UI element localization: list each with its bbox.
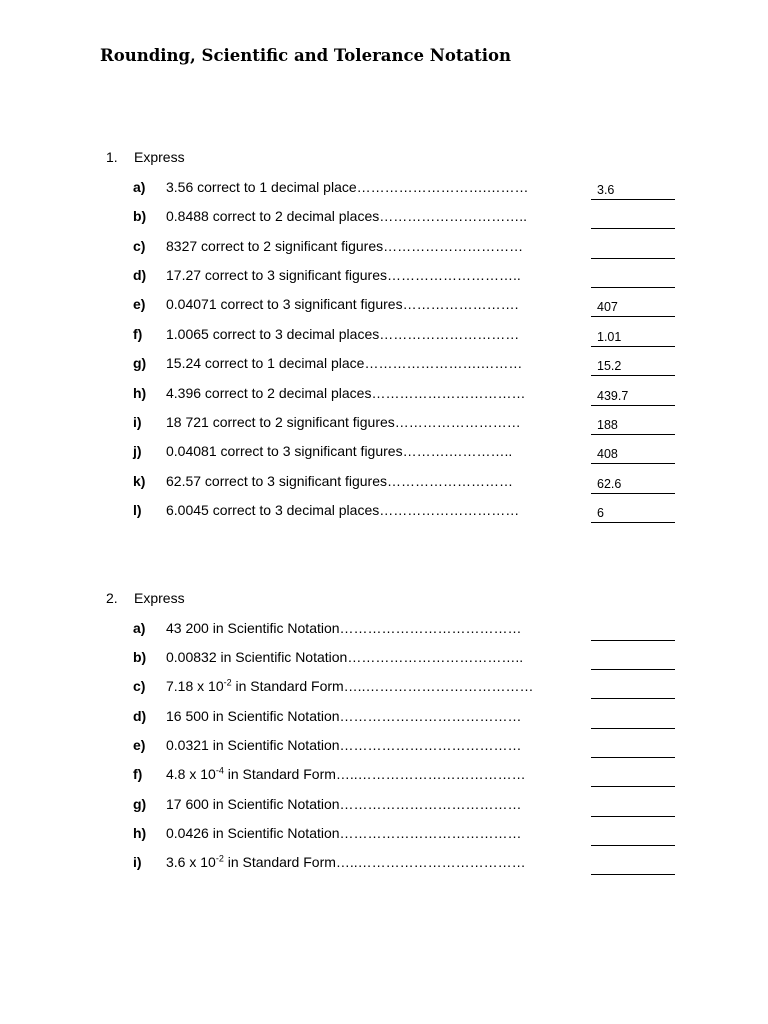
question-exponent: -2 (223, 677, 232, 688)
section-number: 2. (106, 590, 118, 606)
answer-field[interactable] (591, 238, 675, 259)
question-row (133, 825, 675, 847)
section-1-heading (106, 149, 185, 165)
question-row (133, 414, 675, 436)
answer-field[interactable] (591, 414, 675, 435)
question-row (133, 649, 675, 671)
question-rest: in Standard Form…..……………………………… (223, 854, 526, 870)
question-text (166, 766, 526, 782)
answer-value: 408 (597, 447, 618, 461)
question-row (133, 385, 675, 407)
question-text: 16 500 in Scientific Notation………………………………… (166, 708, 522, 724)
answer-value: 188 (597, 418, 618, 432)
answer-field[interactable] (591, 678, 675, 699)
question-letter: i) (133, 854, 142, 870)
answer-field[interactable] (591, 766, 675, 787)
answer-field[interactable] (591, 355, 675, 376)
answer-field[interactable] (591, 443, 675, 464)
question-text: 17.27 correct to 3 significant figures……………………….. (166, 267, 521, 283)
question-text: 6.0045 correct to 3 decimal places………………………… (166, 502, 520, 518)
question-letter: l) (133, 502, 142, 518)
answer-field[interactable] (591, 179, 675, 200)
question-text: 8327 correct to 2 significant figures………………………… (166, 238, 524, 254)
question-text: 43 200 in Scientific Notation………………………………… (166, 620, 522, 636)
question-letter: j) (133, 443, 142, 459)
question-letter: g) (133, 796, 147, 812)
answer-field[interactable] (591, 649, 675, 670)
question-letter: d) (133, 708, 147, 724)
answer-value: 3.6 (597, 183, 615, 197)
answer-field[interactable] (591, 737, 675, 758)
question-letter: k) (133, 473, 146, 489)
question-rest: in Standard Form…..……………………………… (231, 678, 534, 694)
question-letter: h) (133, 825, 147, 841)
question-letter: a) (133, 179, 146, 195)
question-row (133, 208, 675, 230)
question-text: 18 721 correct to 2 significant figures……………………… (166, 414, 521, 430)
answer-value: 439.7 (597, 389, 629, 403)
question-letter: c) (133, 238, 146, 254)
answer-value: 15.2 (597, 359, 622, 373)
answer-field[interactable] (591, 825, 675, 846)
question-base: 7.18 x 10 (166, 678, 224, 694)
question-text: 0.0321 in Scientific Notation………………………………… (166, 737, 522, 753)
question-text: 0.00832 in Scientific Notation……………………………….. (166, 649, 524, 665)
answer-value: 6 (597, 506, 604, 520)
answer-field[interactable] (591, 502, 675, 523)
question-text (166, 678, 533, 694)
section-number: 1. (106, 149, 118, 165)
question-exponent: -2 (215, 853, 224, 864)
question-text: 0.04081 correct to 3 significant figures……….………….. (166, 443, 513, 459)
question-row (133, 737, 675, 759)
section-label: Express (134, 590, 185, 606)
section-2-heading (106, 590, 185, 606)
question-row (133, 443, 675, 465)
question-text: 15.24 correct to 1 decimal place…………………….……… (166, 355, 523, 371)
question-letter: f) (133, 326, 143, 342)
question-exponent: -4 (215, 765, 224, 776)
question-row (133, 355, 675, 377)
question-row (133, 678, 675, 700)
answer-field[interactable] (591, 296, 675, 317)
question-row (133, 326, 675, 348)
answer-value: 62.6 (597, 477, 622, 491)
answer-field[interactable] (591, 267, 675, 288)
answer-field[interactable] (591, 473, 675, 494)
question-text (166, 854, 526, 870)
answer-value: 407 (597, 300, 618, 314)
question-row (133, 620, 675, 642)
question-row (133, 296, 675, 318)
question-letter: c) (133, 678, 146, 694)
question-row (133, 708, 675, 730)
question-base: 4.8 x 10 (166, 766, 216, 782)
question-letter: h) (133, 385, 147, 401)
answer-field[interactable] (591, 620, 675, 641)
answer-field[interactable] (591, 854, 675, 875)
question-text: 0.0426 in Scientific Notation………………………………… (166, 825, 522, 841)
question-row (133, 502, 675, 524)
question-text: 4.396 correct to 2 decimal places…………………………… (166, 385, 526, 401)
question-letter: a) (133, 620, 146, 636)
question-row (133, 473, 675, 495)
question-text: 3.56 correct to 1 decimal place……………………….……… (166, 179, 529, 195)
question-letter: e) (133, 737, 146, 753)
question-letter: f) (133, 766, 143, 782)
question-letter: b) (133, 649, 147, 665)
question-row (133, 766, 675, 788)
question-text: 62.57 correct to 3 significant figures……………………… (166, 473, 514, 489)
answer-field[interactable] (591, 708, 675, 729)
question-letter: g) (133, 355, 147, 371)
answer-field[interactable] (591, 208, 675, 229)
answer-field[interactable] (591, 385, 675, 406)
question-base: 3.6 x 10 (166, 854, 216, 870)
question-letter: d) (133, 267, 147, 283)
question-row (133, 179, 675, 201)
question-letter: e) (133, 296, 146, 312)
question-text: 0.8488 correct to 2 decimal places………………………….. (166, 208, 528, 224)
question-letter: b) (133, 208, 147, 224)
answer-value: 1.01 (597, 330, 622, 344)
question-row (133, 238, 675, 260)
page-title: Rounding, Scientific and Tolerance Notation (100, 46, 512, 65)
question-row (133, 854, 675, 876)
answer-field[interactable] (591, 326, 675, 347)
question-letter: i) (133, 414, 142, 430)
answer-field[interactable] (591, 796, 675, 817)
question-row (133, 796, 675, 818)
question-row (133, 267, 675, 289)
question-rest: in Standard Form…..……………………………… (223, 766, 526, 782)
question-text: 0.04071 correct to 3 significant figures……………………. (166, 296, 519, 312)
question-text: 1.0065 correct to 3 decimal places………………………… (166, 326, 520, 342)
question-text: 17 600 in Scientific Notation………………………………… (166, 796, 522, 812)
section-label: Express (134, 149, 185, 165)
